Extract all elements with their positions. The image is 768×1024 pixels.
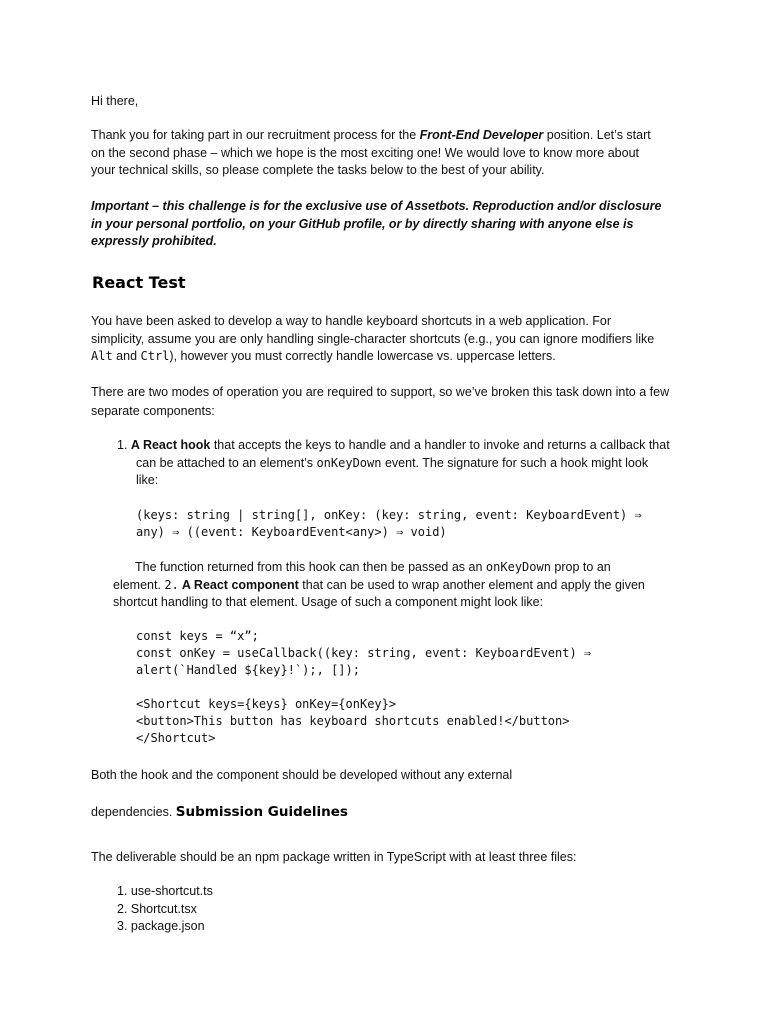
greeting: Hi there, [91,94,139,108]
onkeydown-prop-code: onKeyDown [485,560,551,574]
modes-paragraph: There are two modes of operation you are required to support, so we’ve broken this task down into a few separate components: [91,385,670,418]
alt-key-code: Alt [91,349,113,363]
dependencies-line-2: dependencies. Submission Guidelines [91,804,348,820]
deliverable-paragraph: The deliverable should be an npm package written in TypeScript with at least three files: [91,850,577,864]
important-line-1: Important – this challenge is for the exclusive use of Assetbots. Reproduction and/or disclosure [91,199,662,213]
list-item-react-hook: 1. A React hook that accepts the keys to handle and a handler to invoke and returns a callback that can be attached to an element’s onKeyDown event. The signature for such a hook might look like: [117,438,670,487]
important-notice [91,198,662,251]
list-item: 3. package.json [117,919,205,933]
usage-code-block: const keys = “x”; const onKey = useCallback((key: string, event: KeyboardEvent) ⇒ alert(`Handled ${key}!`);, []); <Shortcut keys={keys} onKey={onKey}> <button>This button has keyboard shortcuts enabled!</button> </Shortcut> [136,629,592,745]
intro-paragraph [91,127,651,180]
dependencies-paragraph: Both the hook and the component should be developed without any external [91,768,513,782]
job-title: Front-End Developer [419,128,544,142]
list-item: 2. Shortcut.tsx [117,901,197,916]
react-hook-label: A React hook [130,438,211,452]
hook-signature-code: (keys: string | string[], onKey: (key: string, event: KeyboardEvent) ⇒ any) ⇒ ((event: KeyboardEvent<any>) ⇒ void) [136,508,642,539]
task-description: You have been asked to develop a way to handle keyboard shortcuts in a web application. For simplicity, assume you are only handling single-character shortcuts (e.g., you can ignore modifiers like Alt and Ctrl), however you must correctly handle lowercase vs. uppercase letters. [91,314,655,363]
ctrl-key-code: Ctrl [140,349,170,363]
react-test-heading: React Test [92,273,186,292]
onkeydown-code: onKeyDown [316,455,382,470]
important-line-2: in your personal portfolio, on your GitHub profile, or by directly sharing with anyone else is [91,216,634,231]
important-line-3: expressly prohibited. [91,234,217,248]
function-returned-paragraph: The function returned from this hook can then be passed as an onKeyDown prop to an element. 2. A React component that can be used to wrap another element and apply the given shortcut handling to that element. Usage of such a component might look like: [113,560,645,609]
list-number: 1. [117,438,128,452]
files-list [117,883,213,936]
react-component-label: A React component [178,577,299,592]
list-item: 1. use-shortcut.ts [117,884,213,898]
list-number-2: 2. [164,577,179,592]
submission-guidelines-heading: Submission Guidelines [175,804,348,820]
intro-line-2: on the second phase – which we hope is the most exciting one! We would love to know more about [91,145,640,160]
intro-line-1: Thank you for taking part in our recruitment process for the Front-End Developer position. Let’s start [91,128,651,142]
intro-line-3: your technical skills, so please complete the tasks below to the best of your ability. [91,163,545,177]
